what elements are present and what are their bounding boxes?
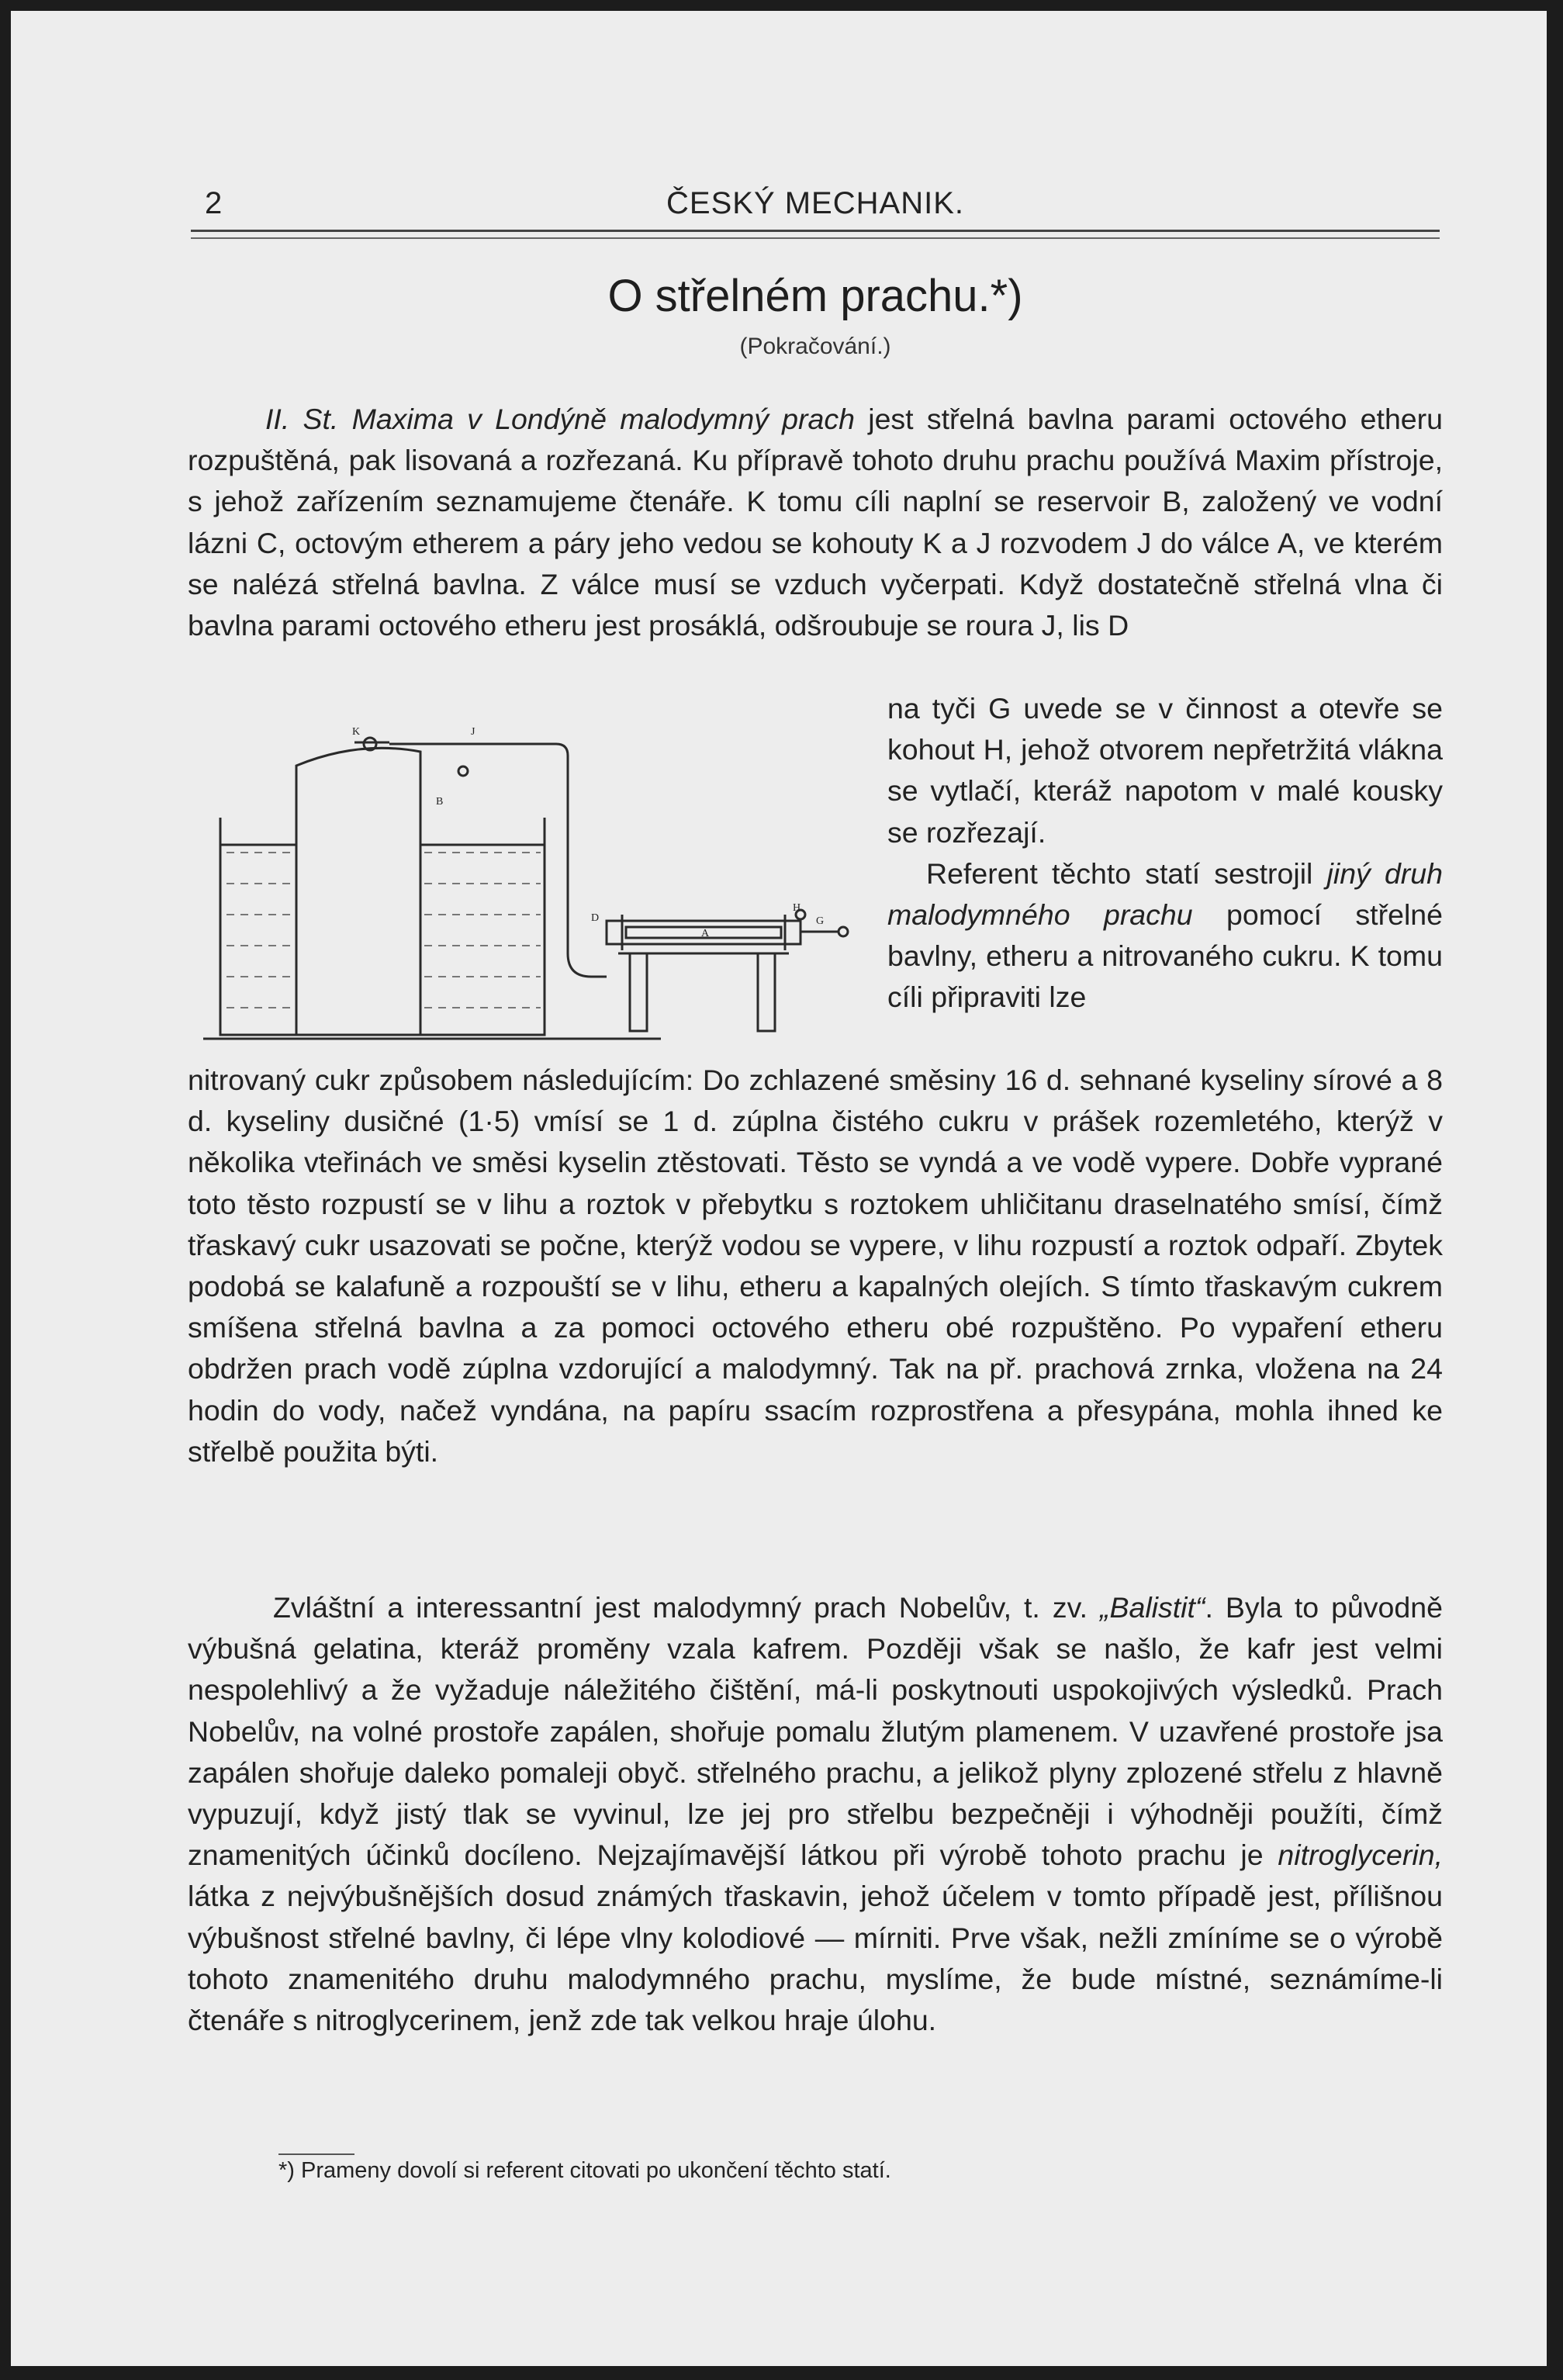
header-rule <box>191 230 1440 232</box>
paragraph-3 <box>188 1587 1443 2041</box>
maxim-apparatus-figure <box>203 721 870 1054</box>
paragraph-3-italic-nitroglycerin: nitroglycerin, <box>1278 1839 1443 1872</box>
water-bath-outline <box>220 818 545 1035</box>
paragraph-1-continued <box>887 688 1443 1019</box>
stand-left <box>630 953 647 1031</box>
pipe-to-cylinder <box>568 953 607 977</box>
figure-label-d: D <box>591 912 600 924</box>
page <box>11 11 1547 2366</box>
figure-label-h: H <box>793 902 801 914</box>
article-subtitle: (Pokračování.) <box>739 334 891 359</box>
figure-label-j: J <box>471 726 475 738</box>
article-title: O střelném prachu.*) <box>607 271 1023 321</box>
paragraph-3-end: látka z nejvýbušnějších dosud známých třaskavin, jehož účelem v tomto případě jest, přílišnou výbušnost střelné bavlny, či lépe vlny kolodiové — mírniti. Prve však, nežli zmíníme se o výrobě tohoto znamenitého druhu malodymného prachu, myslíme, že bude místné, seznámíme-li čtenáře s nitroglycerinem, jenž zde tak velkou hraje úlohu. <box>188 1880 1443 2037</box>
handle-h <box>839 927 848 936</box>
paragraph-1-lead: II. St. Maxima v Londýně malodymný prach <box>265 403 855 435</box>
paragraph-3-mid: . Byla to původně výbušná gelatina, kteráž proměny vzala kafrem. Později však se našlo, že kafr jest velmi nespolehlivý a že vyžaduje náležitého čištění, má-li poskytnouti uspokojivých výsledků. Prach Nobelův, na volné prostoře zapálen, shořuje pomalu žlutým plamenem. V uzavřené prostoře jsa zapálen shořuje daleko pomaleji obyč. střelného prachu, a jelikož plyny zplozené střelu z hlavně vypuzují, když jistý tlak se vyvinul, lze jej pro střelbu bezpečněji i výhodněji použíti, čímž znamenitých účinků docíleno. Nejzajímavější látkou při výrobě tohoto prachu je <box>188 1591 1443 1872</box>
pipe-j <box>389 744 568 953</box>
figure-label-a: A <box>701 928 710 939</box>
paragraph-1-continued-text: na tyči G uvede se v činnost a otevře se kohout H, jehož otvorem nepřetržitá vlákna se vytlačí, kteráž napotom v malé kousky se rozřezají. <box>887 692 1443 849</box>
header-rule-thin <box>191 237 1440 239</box>
footnote-rule <box>278 2153 354 2155</box>
journal-title: ČESKÝ MECHANIK. <box>666 186 964 220</box>
footnote: *) Prameny dovolí si referent citovati po ukončení těchto statí. <box>278 2158 891 2183</box>
figure-label-k: K <box>352 726 361 738</box>
paragraph-2-italic: jiný druh malodymného prachu <box>887 856 1443 932</box>
paragraph-1-text: jest střelná bavlna parami octového etheru rozpuštěná, pak lisovaná a rozřezaná. Ku přípravě tohoto druhu prachu používá Maxim přístroje, s jehož zařízením seznamujeme čtenáře. K tomu cíli naplní se reservoir B, založený ve vodní lázni C, octovým etherem a páry jeho vedou se kohouty K a J rozvodem J do válce A, ve kterém se nalézá střelná bavlna. Z válce musí se vzduch vyčerpati. Když dostatečně střelná vlna či bavlna parami octového etheru jest prosáklá, odšroubuje se roura J, lis D <box>188 403 1444 642</box>
page-number: 2 <box>205 186 223 220</box>
figure-label-g: G <box>816 915 825 927</box>
paragraph-2-start: Referent těchto statí sestrojil <box>926 856 1327 890</box>
paragraph-1 <box>188 399 1443 646</box>
paragraph-3-start: Zvláštní a interessantní jest malodymný prach Nobelův, t. zv. <box>273 1591 1100 1624</box>
paragraph-3-italic-balistit: „Balistit“ <box>1100 1591 1205 1624</box>
paragraph-2-continued: nitrovaný cukr způsobem následujícím: Do zchlazené směsiny 16 d. sehnané kyseliny sírové a 8 d. kyseliny dusičné (1·5) vmísí se 1 d. zúplna čistého cukru v prášek rozemletého, kterýž v několika vteřinách ve směsi kyselin ztěstovati. Těsto se vyndá a ve vodě vypere. Dobře vyprané toto těsto rozpustí se v lihu a roztok v přebytku s roztokem uhličitanu draselnatého smísí, čímž třaskavý cukr usazovati se počne, kterýž vodou se vypere, v lihu rozpustí a roztok odpaří. Zbytek podobá se kalafuně a rozpouští se v lihu, etheru a kapalných olejích. S tímto třaskavým cukrem smíšena střelná bavlna a za pomoci octového etheru obé rozpuštěno. Po vypaření etheru obdržen prach vodě zúplna vzdorující a malodymný. Tak na př. prachová zrnka, vložena na 24 hodin do vody, načež vyndána, na papíru ssacím rozprostřena a přesypána, mohla ihned ke střelbě použita býti. <box>188 1064 1443 1468</box>
paragraph-2-rest: pomocí střelné bavlny, etheru a nitrovaného cukru. K tomu cíli připraviti lze <box>887 898 1443 1014</box>
stand-right <box>758 953 775 1031</box>
page-header <box>191 183 1440 230</box>
figure-label-b: B <box>436 796 444 808</box>
reservoir-outline <box>296 748 420 1035</box>
